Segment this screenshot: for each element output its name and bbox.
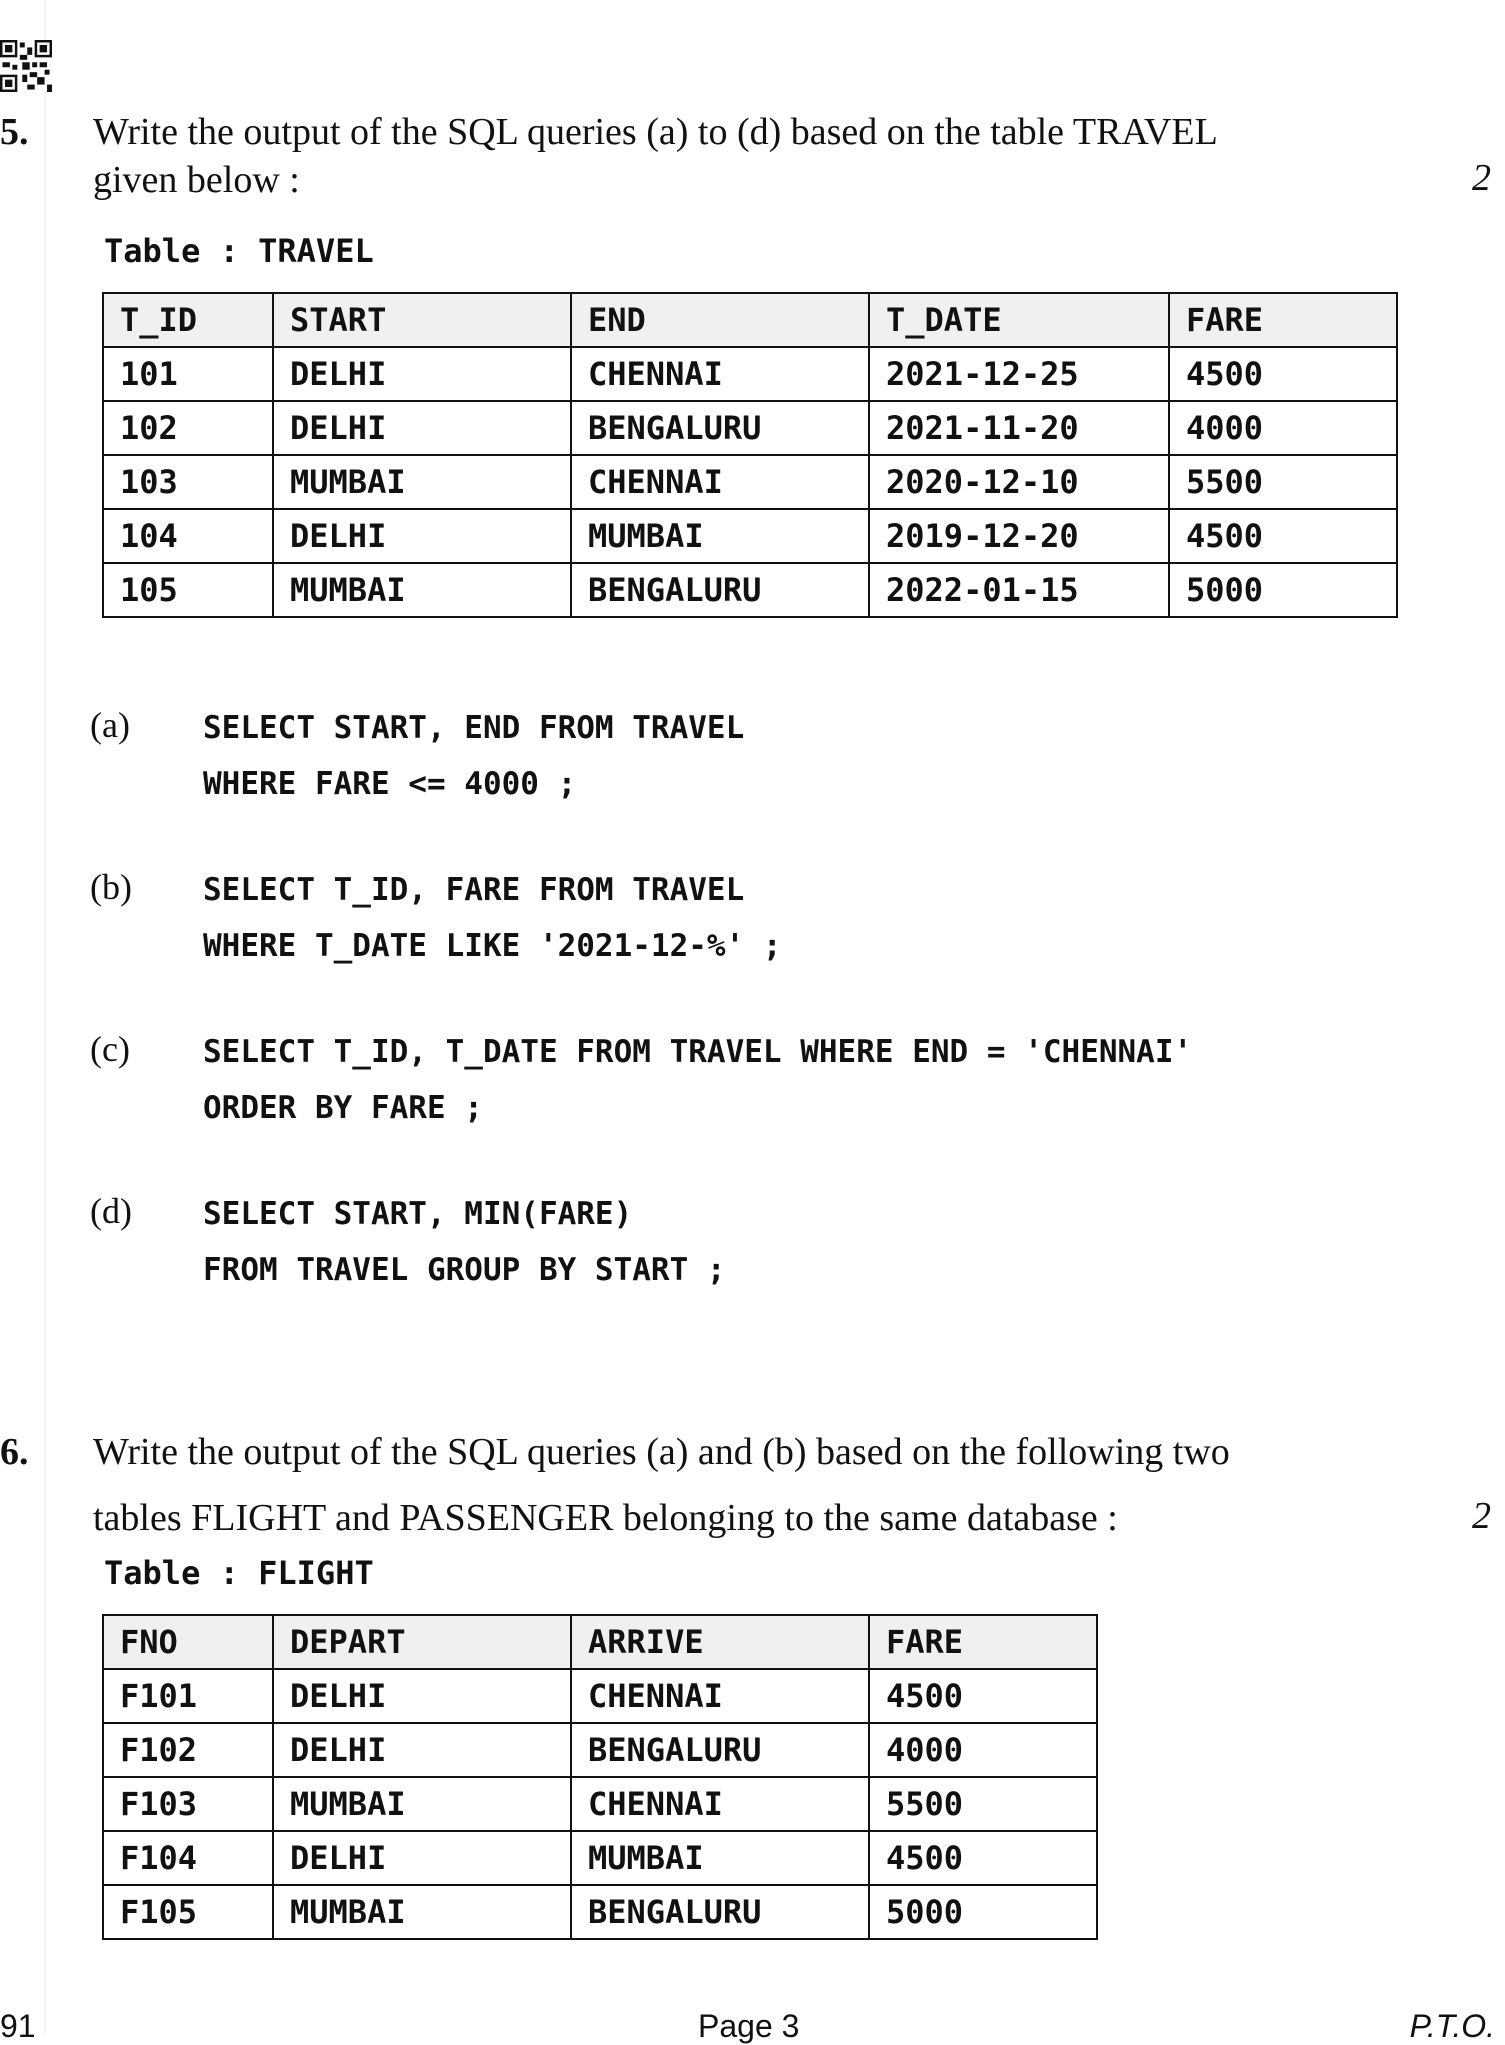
table-cell: DELHI [273,509,571,563]
table-cell: 103 [103,455,273,509]
column-header: FNO [103,1615,273,1669]
table-cell: 5500 [1169,455,1397,509]
table-cell: MUMBAI [571,1831,869,1885]
query-a-line1: SELECT START, END FROM TRAVEL [203,710,745,746]
table-cell: 2021-12-25 [869,347,1169,401]
table-cell: F103 [103,1777,273,1831]
column-header: END [571,293,869,347]
table-cell: 4500 [1169,509,1397,563]
qr-code-icon [0,40,52,92]
table-cell: 4000 [1169,401,1397,455]
table-row [103,509,1397,563]
table-header-row [103,1615,1097,1669]
column-header: T_ID [103,293,273,347]
query-b-label: (b) [90,867,132,907]
table-header-row [103,293,1397,347]
table-cell: DELHI [273,401,571,455]
question-5-text-line2: given below : [93,159,300,201]
table-cell: F101 [103,1669,273,1723]
table-cell: 4500 [1169,347,1397,401]
table-row [103,563,1397,617]
query-a-code [203,700,744,812]
table-cell: MUMBAI [273,455,571,509]
table-cell: 102 [103,401,273,455]
column-header: FARE [869,1615,1097,1669]
table-cell: F104 [103,1831,273,1885]
column-header: DEPART [273,1615,571,1669]
question-6-text-line2: tables FLIGHT and PASSENGER belonging to the same database : [93,1497,1118,1539]
table-row [103,1723,1097,1777]
table-cell: DELHI [273,347,571,401]
table-cell: CHENNAI [571,1777,869,1831]
column-header: FARE [1169,293,1397,347]
table-cell: F102 [103,1723,273,1777]
page-number: Page 3 [698,2008,800,2044]
table-row [103,401,1397,455]
table-cell: CHENNAI [571,1669,869,1723]
table-cell: MUMBAI [273,1777,571,1831]
question-5-text [93,108,1413,204]
question-5-marks: 2 [1472,157,1491,199]
table-cell: 4500 [869,1669,1097,1723]
table-cell: 2019-12-20 [869,509,1169,563]
table-cell: F105 [103,1885,273,1939]
table-cell: MUMBAI [571,509,869,563]
table-row [103,1885,1097,1939]
table-cell: 5000 [1169,563,1397,617]
table-cell: 2022-01-15 [869,563,1169,617]
query-d-label: (d) [90,1191,132,1231]
table-cell: BENGALURU [571,1885,869,1939]
table-cell: 2021-11-20 [869,401,1169,455]
question-6-text-line1: Write the output of the SQL queries (a) and (b) based on the following two [93,1431,1230,1473]
table-cell: BENGALURU [571,563,869,617]
table-row [103,347,1397,401]
pto-label: P.T.O. [1409,2008,1495,2044]
table-cell: BENGALURU [571,1723,869,1777]
table-cell: CHENNAI [571,347,869,401]
column-header: START [273,293,571,347]
query-a-line2: WHERE FARE <= 4000 ; [203,766,577,802]
table-cell: MUMBAI [273,1885,571,1939]
table-row [103,1669,1097,1723]
table-cell: BENGALURU [571,401,869,455]
table-cell: DELHI [273,1831,571,1885]
table-row [103,455,1397,509]
question-5-number: 5. [0,111,29,153]
table-cell: 5000 [869,1885,1097,1939]
table-row [103,1777,1097,1831]
question-5-text-line1: Write the output of the SQL queries (a) to (d) based on the table TRAVEL [93,111,1218,153]
query-c-code [203,1024,1192,1136]
question-6-number: 6. [0,1431,29,1473]
table-cell: 5500 [869,1777,1097,1831]
query-d-line1: SELECT START, MIN(FARE) [203,1196,633,1232]
query-b-line2: WHERE T_DATE LIKE '2021-12-%' ; [203,928,782,964]
table-cell: DELHI [273,1723,571,1777]
query-a-label: (a) [90,705,130,745]
table-cell: 4500 [869,1831,1097,1885]
paper-code: 91 [0,2008,36,2044]
question-6-marks: 2 [1472,1495,1491,1537]
table-cell: CHENNAI [571,455,869,509]
table-cell: DELHI [273,1669,571,1723]
table-cell: MUMBAI [273,563,571,617]
query-b-code [203,862,782,974]
query-d-line2: FROM TRAVEL GROUP BY START ; [203,1252,726,1288]
query-c-line1: SELECT T_ID, T_DATE FROM TRAVEL WHERE END = 'CHENNAI' [203,1034,1193,1070]
query-c-label: (c) [90,1029,130,1069]
column-header: ARRIVE [571,1615,869,1669]
table-cell: 104 [103,509,273,563]
question-6-text [93,1428,1413,1542]
query-d-code [203,1186,726,1298]
travel-table-caption: Table : TRAVEL [104,232,374,270]
query-b-line1: SELECT T_ID, FARE FROM TRAVEL [203,872,745,908]
table-cell: 101 [103,347,273,401]
table-cell: 2020-12-10 [869,455,1169,509]
table-cell: 4000 [869,1723,1097,1777]
flight-table [102,1614,1098,1940]
flight-table-caption: Table : FLIGHT [104,1554,374,1592]
travel-table [102,292,1398,618]
margin-line [44,0,46,2034]
table-cell: 105 [103,563,273,617]
table-row [103,1831,1097,1885]
column-header: T_DATE [869,293,1169,347]
query-c-line2: ORDER BY FARE ; [203,1090,483,1126]
